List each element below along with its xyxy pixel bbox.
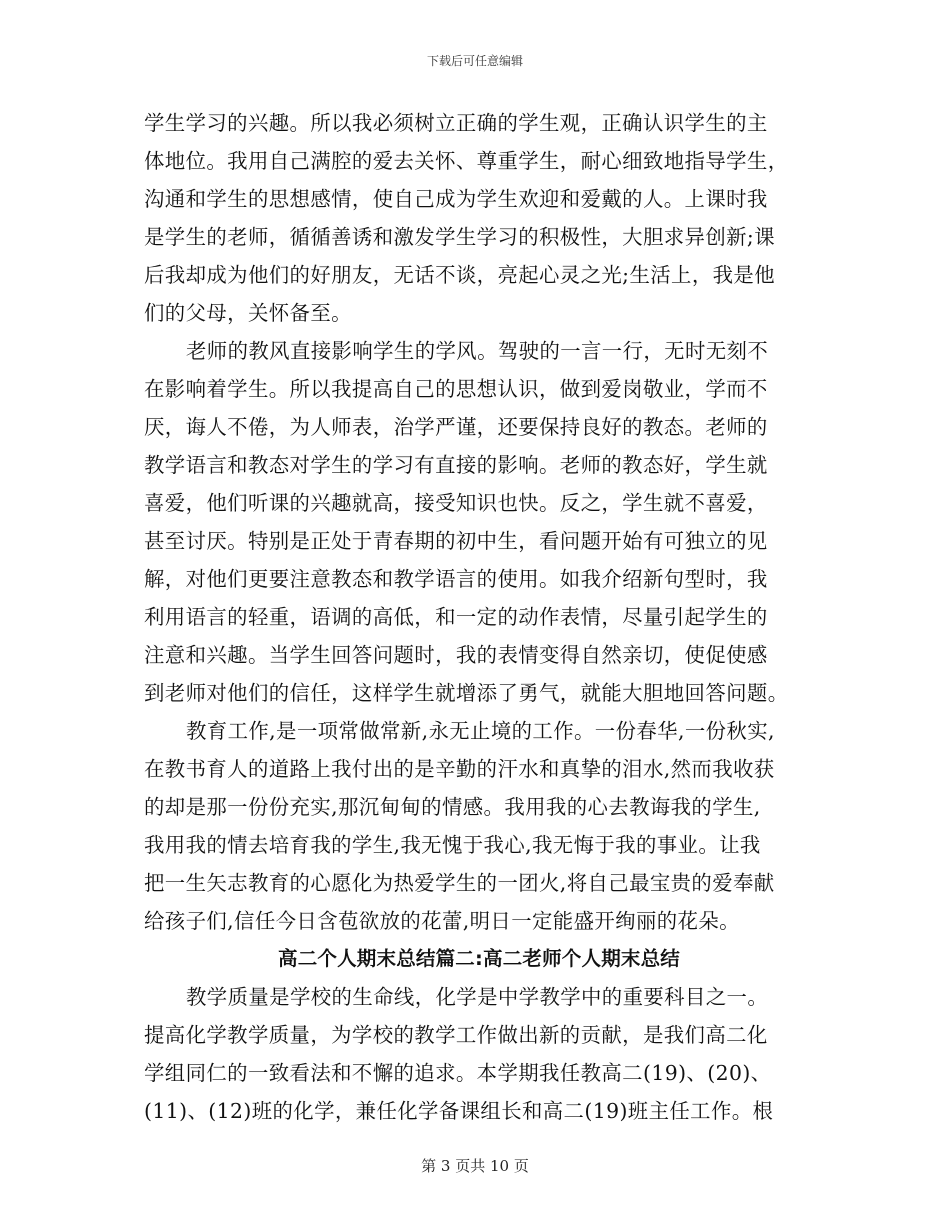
section-heading: 高二个人期末总结篇二:高二老师个人期末总结 [278,947,680,970]
text-line: 在影响着学生。所以我提高自己的思想认识，做到爱岗敬业，学而不 [144,377,768,401]
text-line: 教学质量是学校的生命线，化学是中学教学中的重要科目之一。 [186,985,769,1009]
text-line: 解，对他们更要注意教态和教学语言的使用。如我介绍新句型时，我 [144,567,768,591]
text-line: 把一生矢志教育的心愿化为热爱学生的一团火,将自己最宝贵的爱奉献 [144,871,775,895]
text-line: 我用我的情去培育我的学生,我无愧于我心,我无悔于我的事业。让我 [144,833,761,857]
text-line: 是学生的老师，循循善诱和激发学生学习的积极性，大胆求异创新;课 [144,225,775,249]
text-line: 学组同仁的一致看法和不懈的追求。本学期我任教高二(19)、(20)、 [144,1061,772,1085]
text-line: 甚至讨厌。特别是正处于青春期的初中生，看问题开始有可独立的见 [144,529,768,553]
text-line: 沟通和学生的思想感情，使自己成为学生欢迎和爱戴的人。上课时我 [144,187,768,211]
text-line: 的却是那一份份充实,那沉甸甸的情感。我用我的心去教诲我的学生, [144,795,761,819]
text-line: 提高化学教学质量，为学校的教学工作做出新的贡献，是我们高二化 [144,1023,768,1047]
text-line: 利用语言的轻重，语调的高低，和一定的动作表情，尽量引起学生的 [144,605,768,629]
text-line: (11)、(12)班的化学，兼任化学备课组长和高二(19)班主任工作。根 [144,1099,774,1123]
text-line: 学生学习的兴趣。所以我必须树立正确的学生观，正确认识学生的主 [144,111,768,135]
text-line: 给孩子们,信任今日含苞欲放的花蕾,明日一定能盛开绚丽的花朵。 [144,909,740,933]
text-line: 老师的教风直接影响学生的学风。驾驶的一言一行，无时无刻不 [186,339,769,363]
text-line: 在教书育人的道路上我付出的是辛勤的汗水和真挚的泪水,然而我收获 [144,757,775,781]
text-line: 教育工作,是一项常做常新,永无止境的工作。一份春华,一份秋实, [186,719,775,743]
text-line: 们的父母，关怀备至。 [144,301,352,325]
text-line: 教学语言和教态对学生的学习有直接的影响。老师的教态好，学生就 [144,453,768,477]
text-line: 厌，诲人不倦，为人师表，治学严谨，还要保持良好的教态。老师的 [144,415,768,439]
text-line: 后我却成为他们的好朋友，无话不谈，亮起心灵之光;生活上，我是他 [144,263,775,287]
page-footer: 第 3 页共 10 页 [421,1157,529,1175]
text-line: 喜爱，他们听课的兴趣就高，接受知识也快。反之，学生就不喜爱， [144,491,768,515]
page-header: 下载后可任意编辑 [426,54,523,68]
text-line: 到老师对他们的信任，这样学生就增添了勇气，就能大胆地回答问题。 [144,681,789,705]
document-body [144,104,814,1130]
text-line: 注意和兴趣。当学生回答问题时，我的表情变得自然亲切，使促使感 [144,643,768,667]
text-line: 体地位。我用自己满腔的爱去关怀、尊重学生，耐心细致地指导学生， [144,149,789,173]
